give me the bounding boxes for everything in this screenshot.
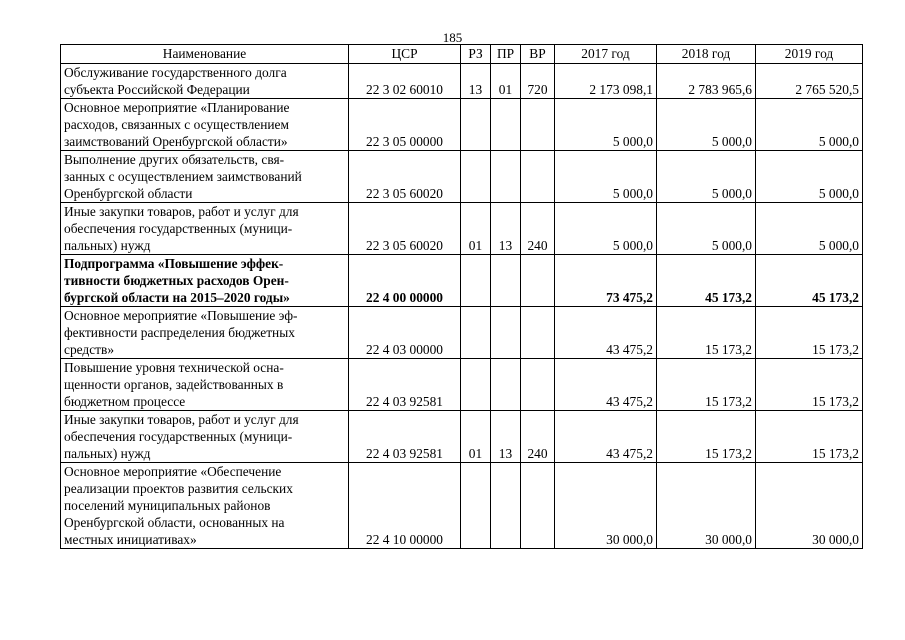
pr-cell (491, 307, 521, 359)
row-name-line: Обслуживание государственного долга (64, 65, 287, 80)
rz-cell (461, 359, 491, 411)
row-name-line: занных с осуществлением заимствований (64, 169, 302, 184)
amount-2017-cell: 5 000,0 (555, 151, 657, 203)
amount-2019-cell: 45 173,2 (756, 255, 863, 307)
amount-2017-cell: 30 000,0 (555, 463, 657, 549)
pr-cell (491, 255, 521, 307)
amount-2019-cell: 15 173,2 (756, 411, 863, 463)
header-year-2017: 2017 год (555, 45, 657, 64)
row-name-cell (61, 255, 349, 307)
amount-2018-cell: 5 000,0 (657, 203, 756, 255)
row-name-line: пальных) нужд (64, 238, 151, 253)
csr-cell: 22 3 05 60020 (349, 151, 461, 203)
row-name-cell (61, 203, 349, 255)
row-name-line: Оренбургской области, основанных на (64, 515, 285, 530)
page-number: 185 (442, 30, 463, 45)
amount-2017-cell: 2 173 098,1 (555, 64, 657, 99)
csr-cell: 22 3 02 60010 (349, 64, 461, 99)
row-name-line: местных инициативах» (64, 532, 197, 547)
amount-2017-cell: 73 475,2 (555, 255, 657, 307)
amount-2018-cell: 5 000,0 (657, 151, 756, 203)
amount-2019-cell: 30 000,0 (756, 463, 863, 549)
rz-cell (461, 99, 491, 151)
row-name-line: Оренбургской области (64, 186, 193, 201)
vr-cell (521, 463, 555, 549)
amount-2019-cell: 2 765 520,5 (756, 64, 863, 99)
row-name-cell (61, 307, 349, 359)
row-name-line: обеспечения государственных (муници- (64, 429, 293, 444)
table-header-row (61, 45, 863, 64)
row-name-cell (61, 359, 349, 411)
row-name-cell (61, 411, 349, 463)
rz-cell: 13 (461, 64, 491, 99)
row-name-line: поселений муниципальных районов (64, 498, 271, 513)
table-row (61, 463, 863, 549)
csr-cell: 22 3 05 60020 (349, 203, 461, 255)
vr-cell (521, 307, 555, 359)
table-row (61, 359, 863, 411)
row-name-cell (61, 463, 349, 549)
row-name-line: Иные закупки товаров, работ и услуг для (64, 412, 299, 427)
table-row (61, 255, 863, 307)
amount-2018-cell: 5 000,0 (657, 99, 756, 151)
vr-cell: 720 (521, 64, 555, 99)
pr-cell (491, 359, 521, 411)
amount-2018-cell: 45 173,2 (657, 255, 756, 307)
pr-cell: 13 (491, 411, 521, 463)
row-name-line: щенности органов, задействованных в (64, 377, 284, 392)
row-name-cell (61, 151, 349, 203)
rz-cell (461, 463, 491, 549)
row-name-cell (61, 99, 349, 151)
row-name-line: расходов, связанных с осуществлением (64, 117, 289, 132)
row-name-line: Выполнение других обязательств, свя- (64, 152, 285, 167)
table-row (61, 64, 863, 99)
row-name-line: Иные закупки товаров, работ и услуг для (64, 204, 299, 219)
rz-cell: 01 (461, 203, 491, 255)
budget-table (60, 44, 863, 549)
amount-2019-cell: 5 000,0 (756, 99, 863, 151)
row-name-line: пальных) нужд (64, 446, 151, 461)
amount-2019-cell: 5 000,0 (756, 151, 863, 203)
row-name-line: средств» (64, 342, 115, 357)
row-name-cell (61, 64, 349, 99)
amount-2017-cell: 43 475,2 (555, 307, 657, 359)
csr-cell: 22 4 00 00000 (349, 255, 461, 307)
amount-2018-cell: 15 173,2 (657, 307, 756, 359)
row-name-line: Основное мероприятие «Повышение эф- (64, 308, 298, 323)
csr-cell: 22 4 03 00000 (349, 307, 461, 359)
amount-2017-cell: 43 475,2 (555, 359, 657, 411)
row-name-line: заимствований Оренбургской области» (64, 134, 288, 149)
amount-2018-cell: 2 783 965,6 (657, 64, 756, 99)
table-row (61, 411, 863, 463)
pr-cell (491, 151, 521, 203)
pr-cell (491, 463, 521, 549)
vr-cell: 240 (521, 411, 555, 463)
table-row (61, 203, 863, 255)
header-name: Наименование (61, 45, 349, 64)
row-name-line: Основное мероприятие «Обеспечение (64, 464, 282, 479)
vr-cell (521, 255, 555, 307)
table-row (61, 307, 863, 359)
row-name-line: Основное мероприятие «Планирование (64, 100, 290, 115)
header-vr: ВР (521, 45, 555, 64)
row-name-line: бургской области на 2015–2020 годы» (64, 290, 290, 305)
header-rz: РЗ (461, 45, 491, 64)
rz-cell (461, 255, 491, 307)
row-name-line: бюджетном процессе (64, 394, 186, 409)
csr-cell: 22 4 10 00000 (349, 463, 461, 549)
amount-2019-cell: 15 173,2 (756, 359, 863, 411)
amount-2019-cell: 15 173,2 (756, 307, 863, 359)
header-pr: ПР (491, 45, 521, 64)
row-name-line: обеспечения государственных (муници- (64, 221, 293, 236)
pr-cell: 01 (491, 64, 521, 99)
rz-cell (461, 307, 491, 359)
header-year-2019: 2019 год (756, 45, 863, 64)
csr-cell: 22 4 03 92581 (349, 359, 461, 411)
row-name-line: субъекта Российской Федерации (64, 82, 250, 97)
amount-2017-cell: 5 000,0 (555, 99, 657, 151)
amount-2017-cell: 43 475,2 (555, 411, 657, 463)
amount-2018-cell: 15 173,2 (657, 359, 756, 411)
rz-cell (461, 151, 491, 203)
vr-cell (521, 99, 555, 151)
row-name-line: Повышение уровня технической осна- (64, 360, 284, 375)
pr-cell: 13 (491, 203, 521, 255)
amount-2017-cell: 5 000,0 (555, 203, 657, 255)
row-name-line: реализации проектов развития сельских (64, 481, 293, 496)
amount-2018-cell: 30 000,0 (657, 463, 756, 549)
pr-cell (491, 99, 521, 151)
row-name-line: тивности бюджетных расходов Орен- (64, 273, 289, 288)
vr-cell (521, 151, 555, 203)
header-year-2018: 2018 год (657, 45, 756, 64)
rz-cell: 01 (461, 411, 491, 463)
row-name-line: Подпрограмма «Повышение эффек- (64, 256, 284, 271)
csr-cell: 22 4 03 92581 (349, 411, 461, 463)
csr-cell: 22 3 05 00000 (349, 99, 461, 151)
table-body (61, 64, 863, 549)
amount-2019-cell: 5 000,0 (756, 203, 863, 255)
table-row (61, 99, 863, 151)
header-csr: ЦСР (349, 45, 461, 64)
vr-cell (521, 359, 555, 411)
row-name-line: фективности распределения бюджетных (64, 325, 295, 340)
vr-cell: 240 (521, 203, 555, 255)
amount-2018-cell: 15 173,2 (657, 411, 756, 463)
table-row (61, 151, 863, 203)
